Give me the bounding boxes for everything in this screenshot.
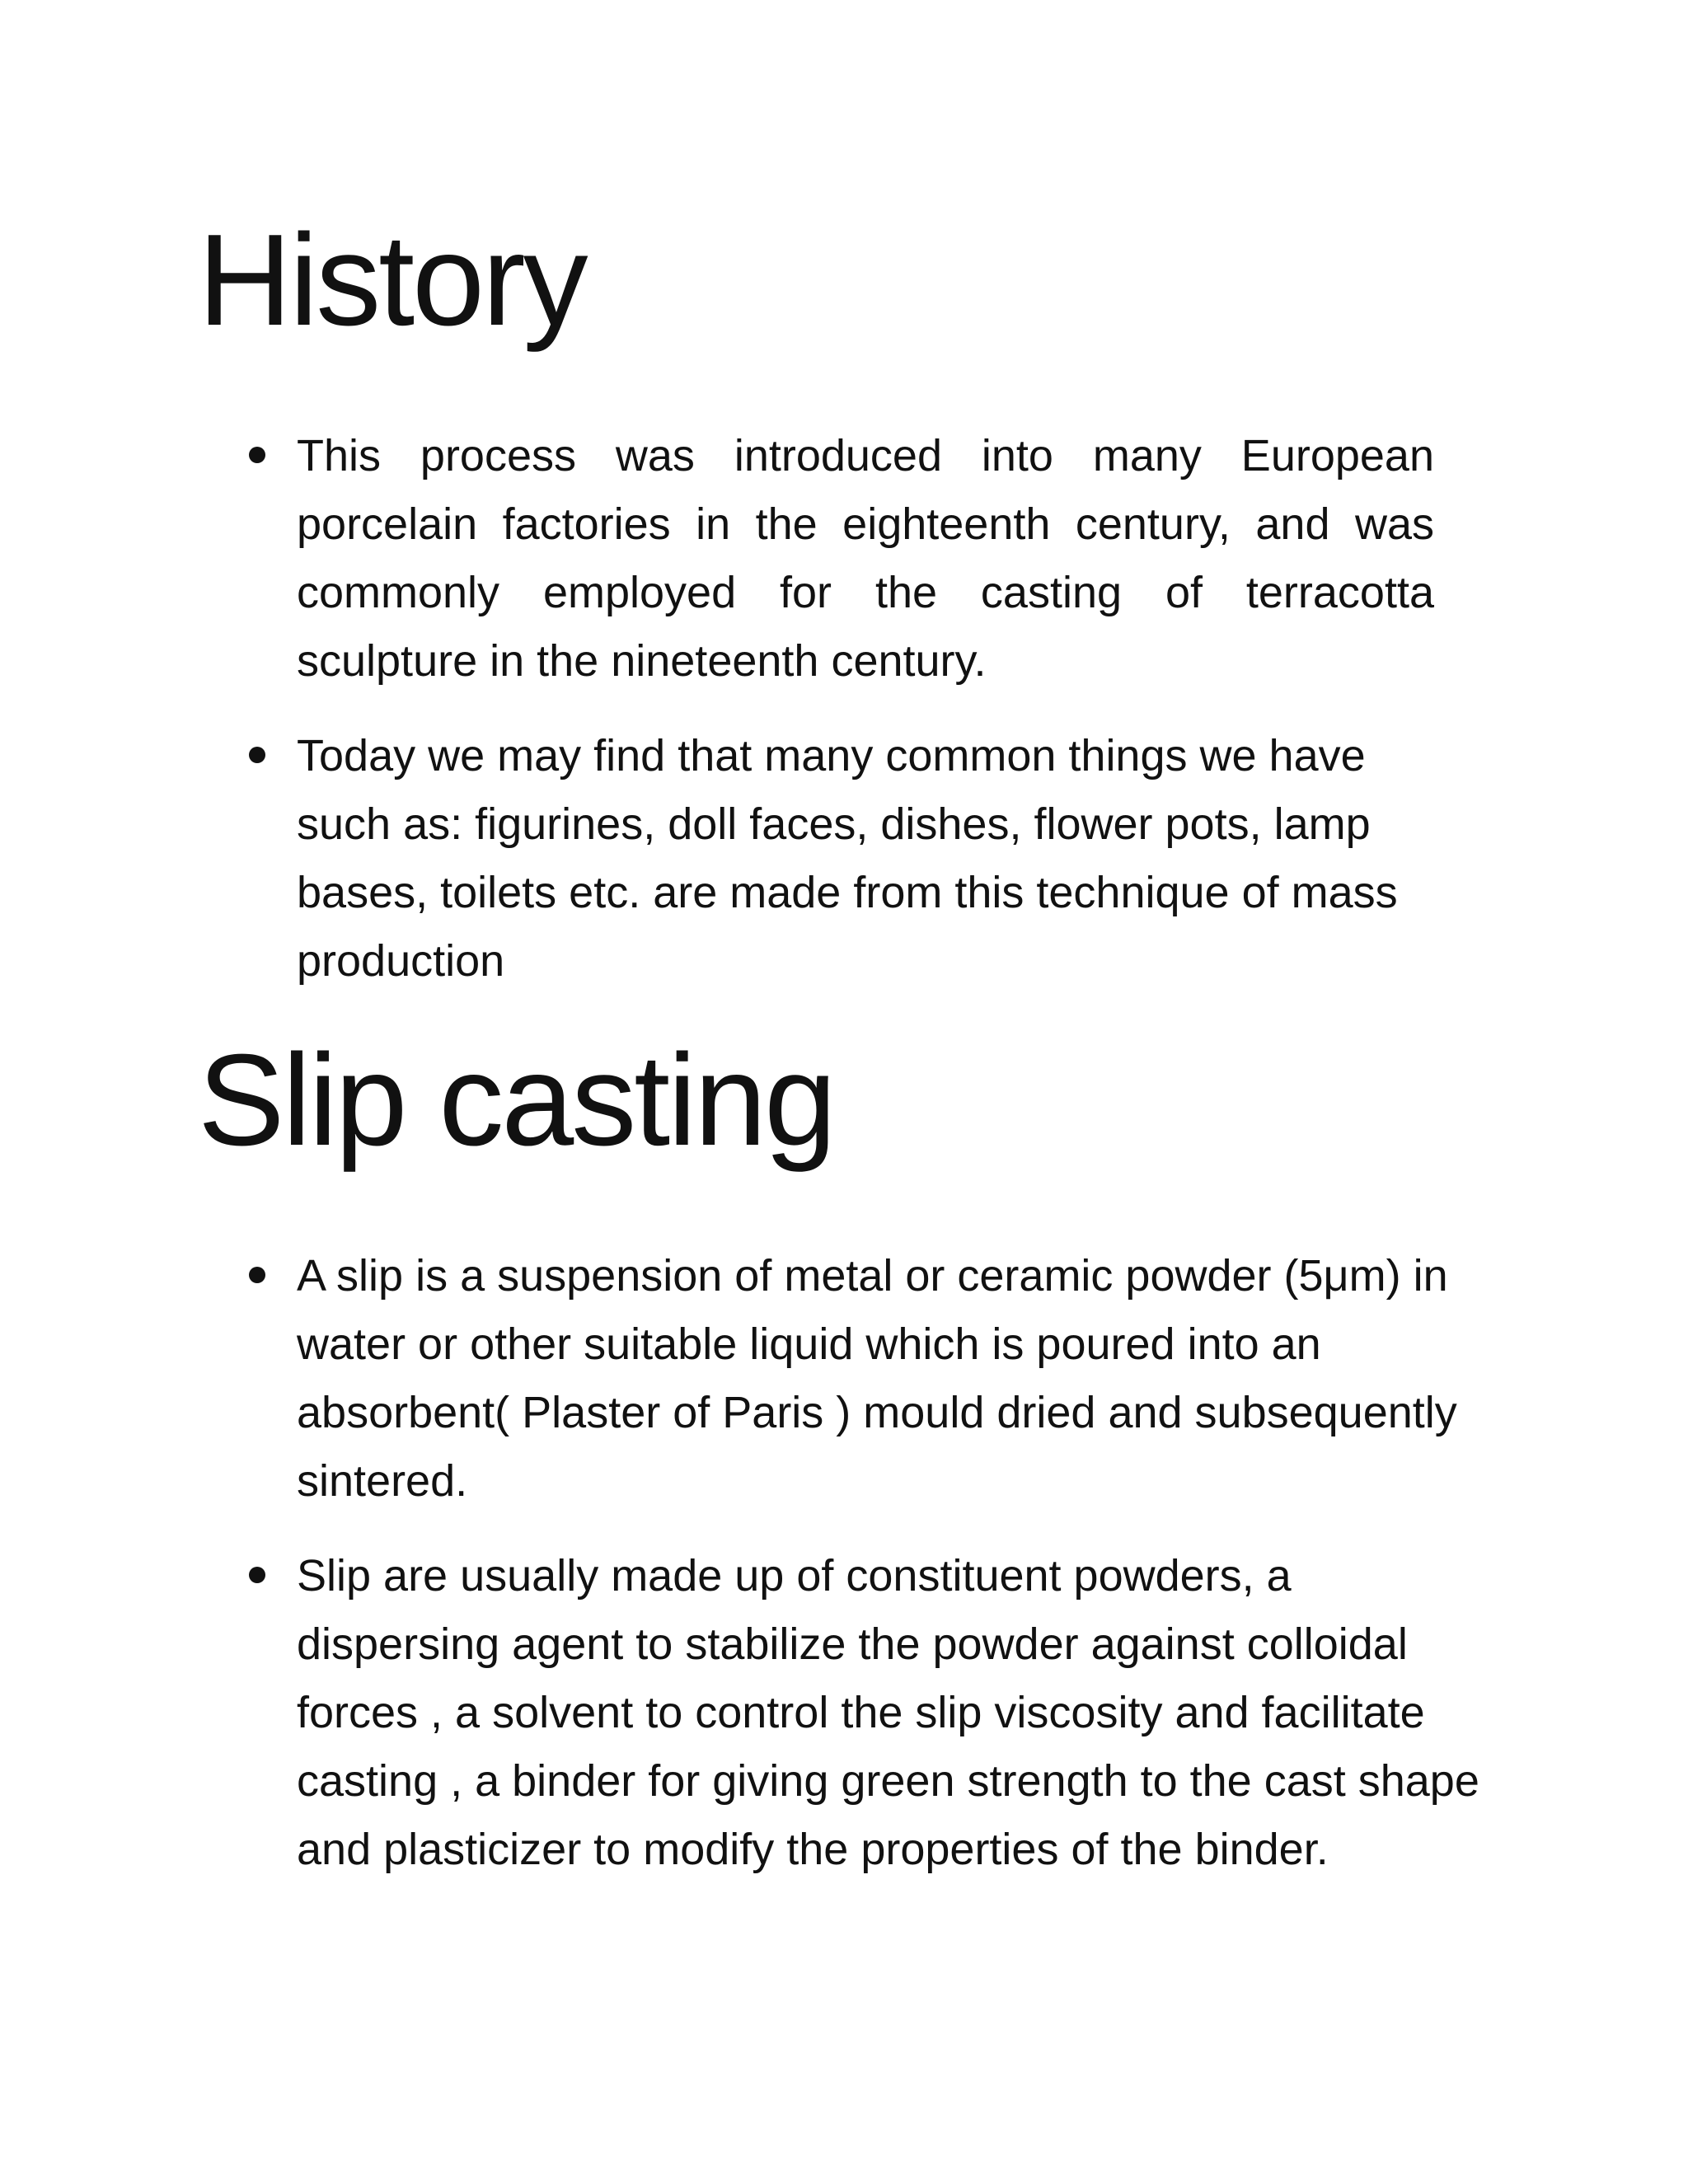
slip-casting-bullet-text-1: A slip is a suspension of metal or ceramic powder (5μm) in water or other suitable liquid which is poured into an absorbent( Plaster of Paris ) mould dried and subsequently sintered. — [297, 1251, 1457, 1506]
list-item — [198, 1542, 1484, 1884]
slip-casting-heading: Slip casting — [198, 1028, 834, 1173]
bullet-dot-icon — [249, 447, 265, 463]
history-bullet-text-1: This process was introduced into many European porcelain factories in the eighteenth century, and was commonly employed for the casting of terracotta sculpture in the nineteenth century. — [297, 431, 1434, 686]
slip-casting-bullet-text-2: Slip are usually made up of constituent powders, a dispersing agent to stabilize the powder against colloidal forces , a solvent to control the slip viscosity and facilitate casting , a binder for giving green strength to the cast shape and plasticizer to modify the properties of the binder. — [297, 1551, 1479, 1874]
history-bullet-text-2: Today we may find that many common things we have such as: figurines, doll faces, dishes, flower pots, lamp bases, toilets etc. are made from this technique of mass production — [297, 731, 1398, 986]
bullet-dot-icon — [249, 747, 265, 763]
list-item — [198, 1242, 1484, 1516]
bullet-dot-icon — [249, 1267, 265, 1283]
history-section — [198, 206, 1484, 1022]
bullet-dot-icon — [249, 1567, 265, 1583]
history-bullet-list — [198, 422, 1484, 996]
slip-casting-section — [198, 1026, 1484, 1910]
history-heading: History — [198, 208, 586, 353]
list-item — [198, 422, 1484, 696]
slip-casting-bullet-list — [198, 1242, 1484, 1884]
list-item — [198, 722, 1484, 996]
